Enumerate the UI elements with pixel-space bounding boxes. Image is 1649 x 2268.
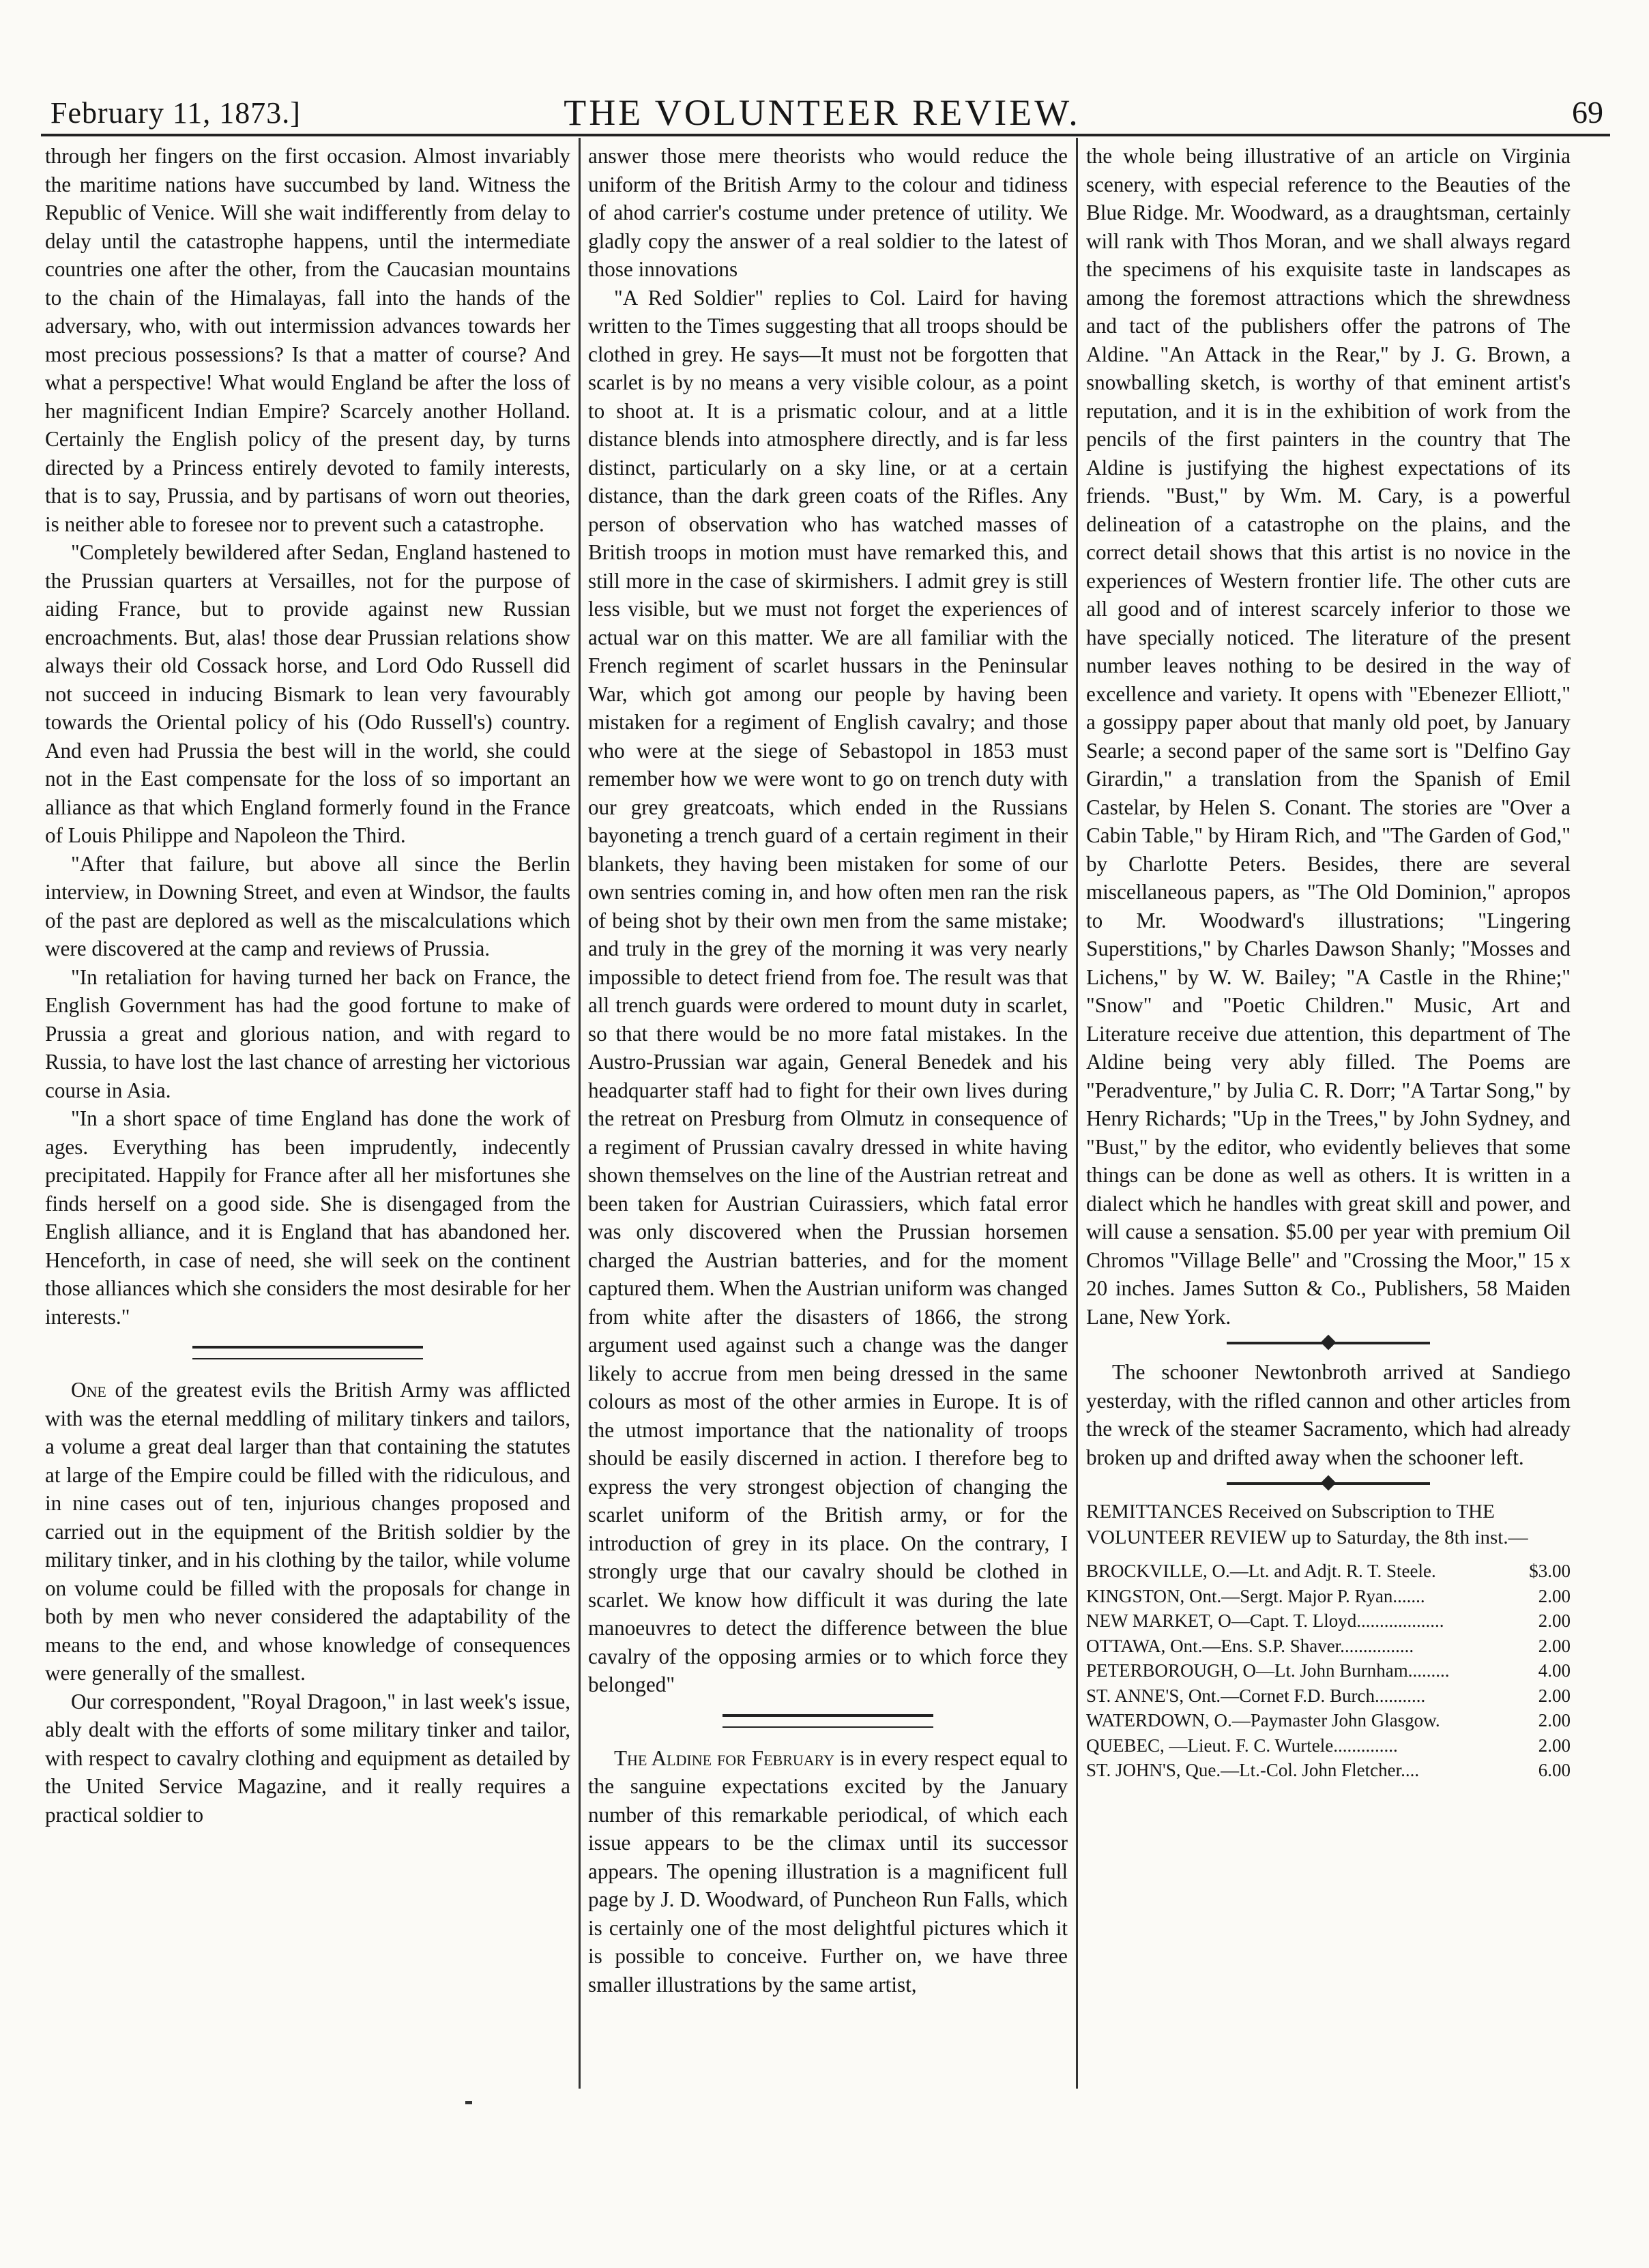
section-divider [192,1346,424,1359]
remittance-amount: 6.00 [1538,1760,1571,1780]
editorial-paragraph: Our correspondent, "Royal Dragoon," in last week's issue, ably dealt with the efforts of some military tinker and tailor, with respect to cavalry clothing and equipment as detailed by the United Service Magazine, and it really requires a practical soldier to [45,1689,570,1827]
editorial-paragraph [45,1376,570,1688]
remittance-name: PETERBOROUGH, O—Lt. John Burnham......... [1086,1660,1450,1681]
article-paragraph: "In a short space of time England has done the work of ages. Everything has been imprudently, indecently precipitated. Happily for France after all her misfortunes she finds herself on a good side. She is disengaged from the English alliance, and it is England that has abandoned her. Henceforth, in case of need, she will seek on the continent those alliances which she considers the most desirable for her interests." [45,1106,570,1329]
article-paragraph: "In retaliation for having turned her back on France, the English Government has had the good fortune to make of Prussia a great and glorious nation, and with regard to Russia, to have lost the last chance of arresting her victorious course in Asia. [45,964,570,1102]
column-1 [45,142,570,1829]
article-paragraph: "A Red Soldier" replies to Col. Laird for having written to the Times suggesting that all troops should be clothed in grey. He says—It must not be forgotten that scarlet is by no means a very visible colour, as a point to shoot at. It is a prismatic colour, and at a little distance blends into atmosphere directly, and is far less distinct, particularly on a sky line, or at a certain distance, than the dark green coats of the Rifles. Any person of observation who has watched masses of British troops in motion must have remarked this, and still more in the case of skirmishers. I admit grey is still less visible, but we must not forget the experiences of actual war on this matter. We are all familiar with the French regiment of scarlet hussars in the Peninsular War, which got among our people by having been mistaken for a regiment of English cavalry; and those who were at the siege of Sebastopol in 1853 must remember how we were wont to go on trench duty with our grey greatcoats, which ended in the Russians bayoneting a trench guard of a certain regiment in their blankets, they having been mistaken for some of our own sentries coming in, and how often men ran the risk of being shot by their own men from the same mistake; and truly in the grey of the morning it was very nearly impossible to detect friend from foe. The result was that all trench guards were ordered to mount duty in scarlet, so that there would be no more fatal mistakes. In the Austro-Prussian war again, General Benedek and his headquarter staff had to fight for their own lives during the retreat on Presburg from Olmutz in consequence of a regiment of Prussian cavalry dressed in white having shown themselves on the line of the Austrian retreat and been taken for Austrian Cuirassiers, which fatal error was only discovered when the Prussian horsemen charged the Austrian batteries, and for the moment captured them. When the Austrian uniform was changed from white after the disasters of 1866, the strong argument used against such a change was the danger likely to accrue from men being dressed in the same colours as most of the other armies in Europe. It is of the utmost importance that the nationality of troops should be easily discerned in action. I therefore beg to express the very strongest objection of changing the scarlet uniform of the British army, or for the introduction of grey in its place. On the contrary, I strongly urge that our cavalry should be clothed in scarlet. We know how difficult it was during the late manoeuvres to detect the difference between the blue cavalry of the opposing armies or to which force they belonged" [588,285,1068,1696]
remittances-list [1086,1559,1571,1783]
remittance-row [1086,1683,1571,1709]
column-rule-right [1076,138,1078,2089]
remittance-name: QUEBEC, —Lieut. F. C. Wurtele.............. [1086,1735,1398,1756]
section-divider [723,1714,933,1728]
section-divider [1227,1482,1430,1485]
remittance-row [1086,1584,1571,1609]
remittance-row [1086,1634,1571,1659]
remittance-name: KINGSTON, Ont.—Sergt. Major P. Ryan....... [1086,1585,1425,1606]
page-header [41,90,1603,138]
article-paragraph: "After that failure, but above all since the Berlin interview, in Downing Street, and even at Windsor, the faults of the past are deplored as well as the miscalculations which were discovered at the camp and reviews of Prussia. [45,851,570,960]
lead-in: The Aldine for February [614,1746,834,1770]
remittance-row [1086,1658,1571,1683]
remittance-amount: 4.00 [1538,1660,1571,1681]
news-item: The schooner Newtonbroth arrived at Sandiego yesterday, with the rifled cannon and other articles from the wreck of the steamer Sacramento, which had already broken up and drifted away when the schooner left. [1086,1360,1571,1469]
article-paragraph: answer those mere theorists who would reduce the uniform of the British Army to the colour and tidiness of ahod carrier's costume under pretence of utility. We gladly copy the answer of a real soldier to the latest of those innovations [588,144,1068,281]
remittance-name: OTTAWA, Ont.—Ens. S.P. Shaver................ [1086,1635,1414,1656]
issue-date: February 11, 1873.] [50,96,301,130]
column-3 [1086,142,1571,1783]
remittance-row [1086,1733,1571,1758]
remittance-row [1086,1758,1571,1783]
section-divider [1227,1342,1430,1344]
remittance-name: ST. JOHN'S, Que.—Lt.-Col. John Fletcher.... [1086,1760,1420,1780]
review-paragraph: the whole being illustrative of an article on Virginia scenery, with especial reference to the Beauties of the Blue Ridge. Mr. Woodward, as a draughtsman, certainly will rank with Thos Moran, and we shall always regard the specimens of his exquisite taste in landscapes as among the foremost attractions which the shrewdness and tact of the publishers offer the patrons of The Aldine. "An Attack in the Rear," by J. G. Brown, a snowballing sketch, is worthy of that eminent artist's reputation, and it is in the exhibition of work from the pencils of the first painters in the country that The Aldine is justifying the highest expectations of its friends. "Bust," by Wm. M. Cary, is a powerful delineation of a catastrophe on the plains, and the correct detail shows that this artist is no novice in the experiences of Western frontier life. The other cuts are all good and of interest scarcely inferior to those we have specially noticed. The literature of the present number leaves nothing to be desired in the way of excellence and variety. It opens with "Ebenezer Elliott," a gossippy paper about that manly old poet, by January Searle; a second paper of the same sort is "Delfino Gay Girardin," a translation from the Spanish of Emil Castelar, by Helen S. Conant. The stories are "Over a Cabin Table," by Hiram Rich, and "The Garden of God," by Charlotte Peters. Besides, there are several miscellaneous papers, as "The Old Dominion," apropos to Mr. Woodward's illustrations; "Lingering Superstitions," by Charles Dawson Shanly; "Mosses and Lichens," by W. W. Bailey; "A Castle in the Rhine;" "Snow" and "Poetic Children." Music, Art and Literature receive due attention, this department of The Aldine being very ably filled. The Poems are "Peradventure," by Julia C. R. Dorr; "A Tartar Song," by Henry Richards; "Up in the Trees," by John Sydney, and "Bust," by the editor, who evidently believes that some things can be done as well as others. It is written in a dialect which he handles with great skill and power, and will cause a sensation. $5.00 per year with premium Oil Chromos "Village Belle" and "Crossing the Moor," 15 x 20 inches. James Sutton & Co., Publishers, 58 Maiden Lane, New York. [1086,144,1571,1329]
lead-in: One [71,1378,106,1402]
remittance-name: WATERDOWN, O.—Paymaster John Glasgow. [1086,1710,1440,1731]
article-paragraph: "Completely bewildered after Sedan, England hastened to the Prussian quarters at Versailles, not for the purpose of aiding France, but to provide against new Russian encroachments. But, alas! those dear Prussian relations show always their old Cossack horse, and Lord Odo Russell did not succeed in inducing Bismark to lean very favourably towards the Oriental policy of his (Odo Russell's) country. And even had Prussia the best will in the world, she could not in the East compensate for the loss of so important an alliance as that which England formerly found in the France of Louis Philippe and Napoleon the Third. [45,540,570,847]
remittance-amount: 2.00 [1538,1735,1571,1756]
review-text: is in every respect equal to the sanguine expectations excited by the January number of this remarkable periodical, of which each issue appears to be the climax until its successor appears. The opening illustration is a magnificent full page by J. D. Woodward, of Puncheon Run Falls, which is certainly one of the most delightful pictures which it is possible to conceive. Further on, we have three smaller illustrations by the same artist, [588,1746,1068,1997]
remittance-row [1086,1559,1571,1584]
remittance-amount: 2.00 [1538,1610,1571,1631]
remittance-row [1086,1608,1571,1634]
remittance-amount: 2.00 [1538,1710,1571,1731]
editorial-text: of the greatest evils the British Army was afflicted with was the eternal meddling of military tinkers and tailors, a volume a great deal larger than that containing the statutes at large of the Empire could be filled with the ridiculous, and in nine cases out of ten, injurious changes proposed and carried out in the equipment of the British soldier by the military tinker, and in his clothing by the tailor, while volume on volume could be filled with the proposals for change in both by men who never considered the adaptability of the means to the end, and whose knowledge of consequences were generally of the smallest. [45,1378,570,1685]
remittance-amount: 2.00 [1538,1635,1571,1656]
remittance-amount: $3.00 [1529,1561,1571,1581]
remittance-name: ST. ANNE'S, Ont.—Cornet F.D. Burch........... [1086,1685,1426,1706]
remittances-heading: REMITTANCES Received on Subscription to THE VOLUNTEER REVIEW up to Saturday, the 8th inst.— [1086,1501,1528,1548]
remittance-amount: 2.00 [1538,1585,1571,1606]
remittance-name: NEW MARKET, O—Capt. T. Lloyd................... [1086,1610,1444,1631]
review-paragraph [588,1744,1068,1999]
article-paragraph: through her fingers on the first occasion. Almost invariably the maritime nations have succumbed by land. Witness the Republic of Venice. Will she wait indifferently from delay to delay until the catastrophe happens, until the intermediate countries one after the other, from the Caucasian mountains to the chain of the Himalayas, fall into the hands of the adversary, who, with out intermission advances towards her most precious possessions? Is that a matter of course? And what a perspective! What would England be after the loss of her magnificent Indian Empire? Scarcely another Holland. Certainly the English policy of the present day, by turns directed by a Princess entirely devoted to family interests, that is to say, Prussia, and by partisans of worn out theories, is neither able to foresee nor to prevent such a catastrophe. [45,144,570,536]
header-rule [41,134,1610,136]
column-rule-left [579,138,581,2089]
column-2 [588,142,1068,1999]
remittance-name: BROCKVILLE, O.—Lt. and Adjt. R. T. Steele. [1086,1561,1436,1581]
remittance-row [1086,1708,1571,1733]
remittance-amount: 2.00 [1538,1685,1571,1706]
newspaper-title: THE VOLUNTEER REVIEW. [564,92,1081,133]
page-mark [465,2101,472,2104]
page-number: 69 [1572,95,1603,130]
